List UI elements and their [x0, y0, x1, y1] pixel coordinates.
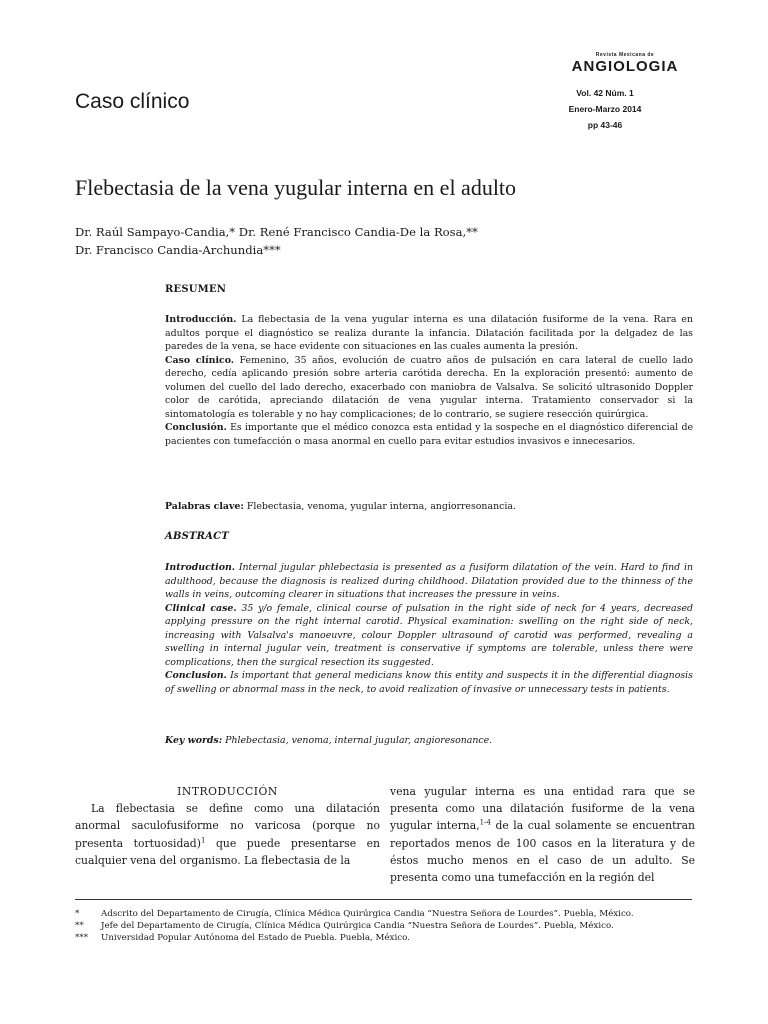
footnote-mark: *	[75, 909, 80, 919]
page-range: pp 43-46	[587, 120, 623, 130]
palabras-clave	[165, 500, 693, 514]
key-words	[165, 734, 693, 748]
authors-line-2: Dr. Francisco Candia-Archundia***	[75, 243, 281, 257]
authors-line-1: Dr. Raúl Sampayo-Candia,* Dr. René Francisco Candia-De la Rosa,**	[75, 225, 478, 239]
abstract-case	[165, 602, 693, 670]
body-paragraph-1	[75, 800, 380, 869]
keywords-es-label: Palabras clave:	[165, 501, 244, 512]
citation-1-4: 1-4	[479, 818, 491, 827]
journal-subtitle: Revista Mexicana de	[595, 52, 655, 58]
issue-date: Enero-Marzo 2014	[568, 104, 642, 114]
footnote-mark: ***	[75, 933, 89, 943]
resumen-conclusion-label: Conclusión.	[165, 422, 227, 433]
keywords-es-text: Flebectasia, venoma, yugular interna, angiorresonancia.	[243, 501, 516, 512]
citation-1: 1	[200, 836, 206, 845]
resumen-intro-label: Introducción.	[165, 314, 237, 325]
abstract-case-label: Clinical case.	[165, 602, 237, 614]
keywords-en-label: Key words:	[165, 735, 223, 746]
body-right-text-2: de la cual solamente se encuentran reportados menos de 100 casos en la literatura y de éstos mucho menos en el caso de un adulto. Se presenta como una tumefacción en la región del	[390, 819, 695, 885]
footnote-text: Universidad Popular Autónoma del Estado de Puebla. Puebla, México.	[101, 933, 410, 943]
body-left-text: La flebectasia se define como una dilatación anormal saculofusiforme no varicosa (porque no presenta tortuosidad)	[75, 802, 380, 850]
issue-info	[560, 85, 650, 133]
volume: Vol. 42 Núm. 1	[576, 88, 634, 98]
introduccion-heading: INTRODUCCIÓN	[177, 785, 278, 798]
abstract-intro-label: Introduction.	[165, 562, 236, 573]
footnote-divider	[75, 899, 692, 900]
body-paragraph-2	[390, 783, 695, 886]
abstract-intro	[165, 561, 693, 602]
section-label: Caso clínico	[75, 90, 190, 113]
footnote-2	[75, 920, 705, 932]
abstract-heading-block	[165, 530, 693, 544]
abstract-conclusion-text: Is important that general medicians know this entity and suspects it in the differential diagnosis of swelling or abnormal mass in the neck, to avoid realization of invasive or unnecessary tests in patients.	[165, 670, 693, 695]
abstract-intro-text: Internal jugular phlebectasia is presented as a fusiform dilatation of the vein. Hard to find in adulthood, because the diagnosis is realized during childhood. Dilatation provided due to the thinness of the walls in veins, outcoming clearer in situations that increases the pressure in veins.	[165, 562, 693, 600]
footnote-text: Adscrito del Departamento de Cirugía, Clínica Médica Quirúrgica Candia “Nuestra Señora de Lourdes”. Puebla, México.	[101, 909, 634, 919]
footnote-1	[75, 908, 705, 920]
footnote-mark: **	[75, 921, 84, 931]
footnotes	[75, 908, 705, 944]
keywords-en-text: Phlebectasia, venoma, internal jugular, angioresonance.	[222, 735, 493, 746]
resumen-intro	[165, 313, 693, 354]
resumen-case	[165, 354, 693, 422]
abstract	[165, 561, 693, 696]
body-left-column	[75, 783, 380, 869]
resumen-intro-text: La flebectasia de la vena yugular interna es una dilatación fusiforme de la vena. Rara en adultos porque el diagnóstico se realiza durante la infancia. Dilatación facilitada por la delgadez de las paredes de la vena, se hace evidente con situaciones en las cuales aumenta la presión.	[165, 314, 693, 352]
footnote-3	[75, 932, 705, 944]
article-title: Flebectasia de la vena yugular interna en el adulto	[75, 175, 517, 200]
footnote-text: Jefe del Departamento de Cirugía, Clínica Médica Quirúrgica Candia “Nuestra Señora de Lourdes”. Puebla, México.	[101, 921, 614, 931]
abstract-heading: ABSTRACT	[165, 531, 229, 542]
authors	[75, 223, 478, 259]
body-right-column	[390, 783, 695, 886]
abstract-conclusion	[165, 669, 693, 696]
body-right-text: vena yugular interna es una entidad rara que se presenta como una dilatación fusiforme de la vena yugular interna,	[390, 785, 695, 833]
resumen	[165, 313, 693, 448]
body-left-text-2: que puede presentarse en cualquier vena del organismo. La flebectasia de la	[75, 836, 380, 867]
resumen-case-text: Femenino, 35 años, evolución de cuatro años de pulsación en cara lateral de cuello lado derecho, cedía aplicando presión sobre arteria carótida derecha. En la exploración presentó: aumento de volumen del cuello del lado derecho, exacerbado con maniobra de Valsalva. Se solicitó ultrasonido Doppler color de carótida, apreciando dilatación de vena yugular interna. Tratamiento conservador si la sintomatología es tolerable y no hay complicaciones; de lo contrario, se sugiere resección quirúrgica.	[165, 354, 693, 420]
resumen-conclusion-text: Es importante que el médico conozca esta entidad y la sospeche en el diagnóstico diferencial de pacientes con tumefacción o masa anormal en cuello para evitar estudios invasivos e innecesarios.	[165, 422, 693, 447]
abstract-case-text: 35 y/o female, clinical course of pulsation in the right side of neck for 4 years, decreased applying pressure on the right internal carotid. Physical examination: swelling on the right side of neck, increasing with Valsalva's manoeuvre, colour Doppler ultrasound of carotid was performed, revealing a swelling in internal jugular vein, treatment is conservative if symptoms are tolerable, unless there were complications, then the surgical resection its suggested.	[165, 602, 694, 668]
resumen-heading: RESUMEN	[165, 284, 227, 295]
resumen-conclusion	[165, 421, 693, 448]
journal-name: ANGIOLOGIA	[571, 58, 679, 75]
abstract-conclusion-label: Conclusion.	[165, 670, 227, 681]
resumen-heading-block	[165, 283, 693, 297]
journal-masthead	[570, 52, 680, 75]
resumen-case-label: Caso clínico.	[165, 354, 235, 366]
